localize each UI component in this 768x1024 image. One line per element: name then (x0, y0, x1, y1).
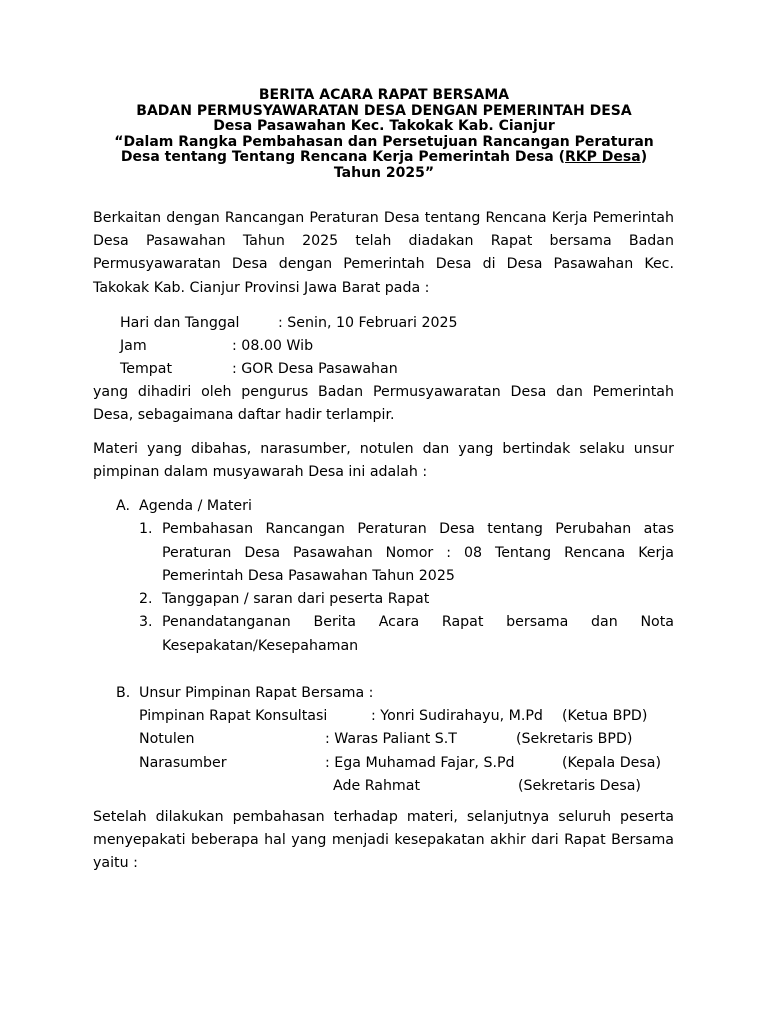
materi-paragraph: Materi yang dibahas, narasumber, notulen dan yang bertindak selaku unsur pimpinan dalam musyawarah Desa ini adalah : (93, 441, 674, 481)
agenda-item-3-line-2: Kesepakatan/Kesepahaman (162, 638, 359, 654)
hari-value: : Senin, 10 Februari 2025 (278, 315, 458, 331)
agenda-item-2-number: 2. (139, 591, 153, 607)
title-line-6: Tahun 2025” (333, 164, 435, 181)
agenda-item-2-line-1: Tanggapan / saran dari peserta Rapat (162, 591, 430, 607)
notulen-name: : Waras Paliant S.T (325, 731, 457, 747)
title-line-4: “Dalam Rangka Pembahasan dan Persetujuan Rancangan Peraturan (114, 133, 654, 150)
pimpinan-name: : Yonri Sudirahayu, M.Pd (371, 708, 543, 724)
narasumber-position: (Kepala Desa) (562, 755, 661, 771)
title-line-5-close: ) (640, 149, 648, 165)
notulen-role: Notulen (139, 731, 195, 747)
tempat-label: Tempat (120, 361, 173, 377)
agenda-item-1-line-2: Peraturan Desa Pasawahan Nomor : 08 Tentang Rencana Kerja (162, 545, 674, 561)
agenda-item-1-line-3: Pemerintah Desa Pasawahan Tahun 2025 (162, 568, 455, 584)
hari-label: Hari dan Tanggal (120, 315, 240, 331)
jam-label: Jam (120, 338, 147, 354)
agenda-item-3-line-1: Penandatanganan Berita Acara Rapat bersama dan Nota (162, 614, 674, 630)
section-a-marker: A. (116, 498, 130, 514)
title-line-2: BADAN PERMUSYAWARATAN DESA DENGAN PEMERINTAH DESA (136, 102, 632, 119)
rkp-desa-text: RKP Desa (565, 149, 641, 165)
jam-value: : 08.00 Wib (232, 338, 314, 354)
document-title (60, 88, 708, 181)
title-line-1: BERITA ACARA RAPAT BERSAMA (258, 87, 510, 103)
title-line-5-text: Desa tentang Tentang Rencana Kerja Pemerintah Desa ( (120, 149, 566, 165)
section-b-marker: B. (116, 685, 131, 701)
section-a-title: Agenda / Materi (139, 498, 252, 514)
notulen-position: (Sekretaris BPD) (516, 731, 633, 747)
pimpinan-role: Pimpinan Rapat Konsultasi (139, 708, 328, 724)
agenda-item-1-number: 1. (139, 521, 153, 537)
pimpinan-position: (Ketua BPD) (562, 708, 648, 724)
tempat-value: : GOR Desa Pasawahan (232, 361, 398, 377)
closing-paragraph: Setelah dilakukan pembahasan terhadap materi, selanjutnya seluruh peserta menyepakati beberapa hal yang menjadi kesepakatan akhir dari Rapat Bersama yaitu : (93, 809, 674, 872)
intro-paragraph: Berkaitan dengan Rancangan Peraturan Desa tentang Rencana Kerja Pemerintah Desa Pasawahan Tahun 2025 telah diadakan Rapat bersama Badan Permusyawaratan Desa dengan Pemerintah Desa di Desa Pasawahan Kec. Takokak Kab. Cianjur Provinsi Jawa Barat pada : (93, 210, 674, 296)
attendance-paragraph: yang dihadiri oleh pengurus Badan Permusyawaratan Desa dan Pemerintah Desa, sebagaimana daftar hadir terlampir. (93, 384, 674, 424)
narasumber-name: : Ega Muhamad Fajar, S.Pd (325, 755, 515, 771)
narasumber-2-position: (Sekretaris Desa) (518, 778, 641, 794)
title-line-3: Desa Pasawahan Kec. Takokak Kab. Cianjur (213, 118, 555, 134)
agenda-item-1-line-1: Pembahasan Rancangan Peraturan Desa tentang Perubahan atas (162, 521, 674, 537)
narasumber-role: Narasumber (139, 755, 227, 771)
title-line-5 (60, 150, 708, 166)
agenda-item-3-number: 3. (139, 614, 153, 630)
section-b-title: Unsur Pimpinan Rapat Bersama : (139, 685, 374, 701)
narasumber-2-name: Ade Rahmat (333, 778, 421, 794)
